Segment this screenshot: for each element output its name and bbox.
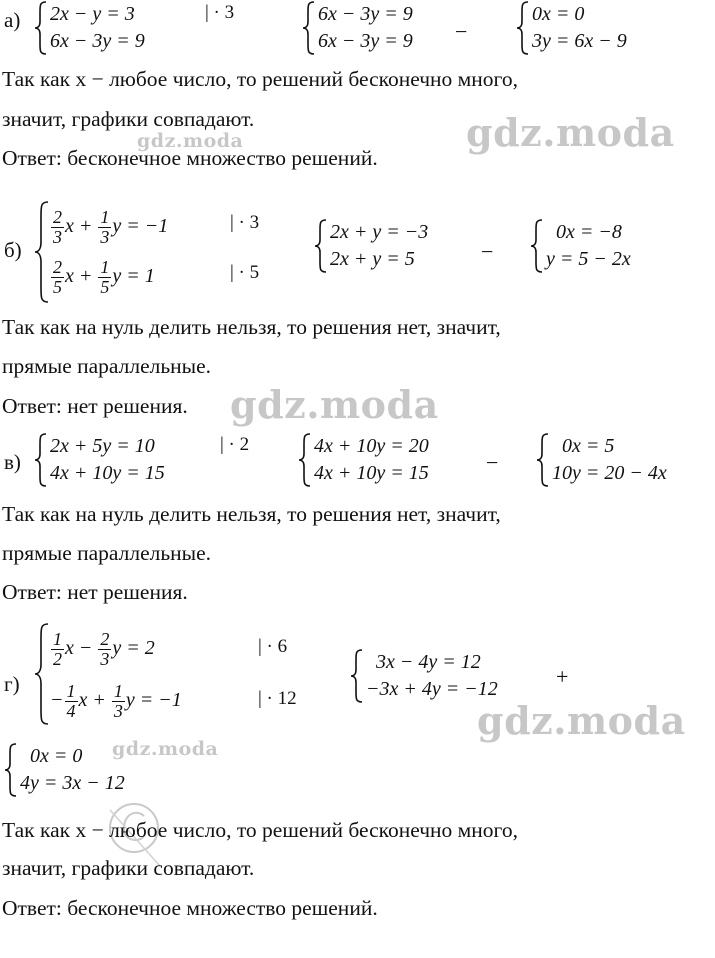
equation-rest: y = 1: [112, 265, 155, 287]
watermark: gdz.moda: [137, 130, 244, 152]
fraction-equation-line: $\frac{2}{3}$ x + $\frac{1}{3}$ y = −1: [53, 207, 169, 247]
equation-line: 0x = −8: [556, 221, 622, 243]
numerator: 2: [53, 207, 62, 228]
part-v-system-3: [536, 432, 712, 488]
multiplier: | · 6: [258, 636, 288, 657]
equation-middle: x +: [78, 689, 106, 711]
numerator: 1: [53, 629, 62, 650]
watermark: gdz.moda: [230, 382, 439, 427]
equation-line: 6x − 3y = 9: [50, 30, 145, 52]
numerator: 1: [113, 681, 123, 702]
part-b-label: б): [4, 238, 22, 262]
equation-line: 2x + 5y = 10: [50, 435, 155, 457]
brace-icon: [34, 200, 50, 304]
part-a-label: а): [4, 8, 21, 32]
answer-text: Ответ: нет решения.: [2, 394, 188, 418]
brace-icon: [314, 218, 328, 274]
operation-sign: −: [481, 239, 494, 264]
fraction-equation-line: [50, 626, 155, 670]
equation-line: 2x − y = 3: [50, 3, 135, 25]
part-b-system-2: [314, 218, 484, 274]
brace-icon: [350, 648, 364, 704]
explanation-text: значит, графики совпадают.: [2, 107, 255, 131]
equation-line: −3x + 4y = −12: [366, 678, 498, 700]
denominator: 3: [53, 226, 62, 247]
equation-rest: y = −1: [112, 215, 169, 237]
answer-text: Ответ: нет решения.: [2, 580, 188, 604]
equation-line: 6x − 3y = 9: [318, 30, 413, 52]
numerator: 1: [100, 257, 110, 278]
part-a-system-3: [516, 0, 706, 56]
operation-sign: −: [486, 450, 499, 475]
part-g-label: г): [4, 672, 20, 696]
fraction-equation-line: [50, 678, 182, 722]
brace-icon: [34, 622, 50, 726]
part-v-label: в): [4, 450, 21, 474]
multiplier: | · 5: [230, 262, 260, 283]
operation-sign: −: [455, 19, 468, 44]
brace-icon: [536, 432, 550, 488]
numerator: 2: [100, 629, 110, 650]
equation-line: 4x + 10y = 15: [314, 462, 429, 484]
part-b-system-3: [530, 218, 700, 274]
explanation-text: Так как x − любое число, то решений бесконечно много,: [2, 67, 518, 91]
equation-line: y = 5 − 2x: [546, 248, 631, 270]
brace-icon: [298, 432, 312, 488]
equation-line: 4x + 10y = 15: [50, 462, 165, 484]
explanation-text: Так как x − любое число, то решений бесконечно много,: [2, 818, 518, 842]
denominator: 5: [100, 276, 110, 297]
equation-line: 4y = 3x − 12: [20, 772, 125, 794]
brace-icon: [34, 432, 48, 488]
denominator: 3: [113, 700, 123, 721]
multiplier: | · 3: [205, 2, 235, 23]
explanation-text: прямые параллельные.: [2, 354, 212, 378]
equation-line: 3y = 6x − 9: [532, 30, 627, 52]
numerator: 2: [53, 257, 62, 278]
multiplier: | · 12: [258, 688, 297, 709]
equation-line: 0x = 0: [30, 745, 83, 767]
operation-sign: +: [556, 664, 569, 689]
numerator: 1: [100, 207, 110, 228]
part-v-system-2: [298, 432, 498, 488]
brace-icon: [516, 0, 530, 56]
sign: −: [50, 689, 64, 711]
watermark: gdz.moda: [466, 110, 675, 155]
equation-line: 2x + y = −3: [330, 221, 429, 243]
explanation-text: прямые параллельные.: [2, 541, 212, 565]
denominator: 2: [53, 648, 62, 669]
brace-icon: [302, 0, 316, 56]
equation-line: 3x − 4y = 12: [376, 651, 481, 673]
denominator: 3: [100, 226, 110, 247]
brace-icon: [530, 218, 544, 274]
numerator: 1: [66, 681, 76, 702]
explanation-text: Так как на нуль делить нельзя, то решения нет, значит,: [2, 502, 501, 526]
equation-line: 2x + y = 5: [330, 248, 415, 270]
equation-rest: y = 2: [112, 637, 155, 659]
brace-icon: [34, 0, 48, 56]
watermark: gdz.moda: [112, 738, 219, 760]
explanation-text: значит, графики совпадают.: [2, 856, 255, 880]
multiplier: | · 2: [220, 434, 250, 455]
equation-line: 0x = 0: [532, 3, 585, 25]
answer-text: Ответ: бесконечное множество решений.: [2, 146, 378, 170]
denominator: 5: [53, 276, 62, 297]
equation-line: 10y = 20 − 4x: [552, 462, 667, 484]
watermark: gdz.moda: [477, 698, 686, 743]
equation-rest: y = −1: [125, 689, 182, 711]
fraction-equation-line: $\frac{2}{5}$ x + $\frac{1}{5}$ y = 1: [53, 257, 155, 297]
multiplier: | · 3: [230, 212, 260, 233]
equation-line: 4x + 10y = 20: [314, 435, 429, 457]
equation-line: 6x − 3y = 9: [318, 3, 413, 25]
equation-middle: x −: [65, 637, 93, 659]
answer-text: Ответ: бесконечное множество решений.: [2, 896, 378, 920]
brace-icon: [4, 742, 18, 798]
equation-line: 0x = 5: [562, 435, 615, 457]
denominator: 3: [100, 648, 110, 669]
explanation-text: Так как на нуль делить нельзя, то решения нет, значит,: [2, 315, 501, 339]
part-g-system-2: [350, 648, 570, 704]
denominator: 4: [66, 700, 76, 721]
